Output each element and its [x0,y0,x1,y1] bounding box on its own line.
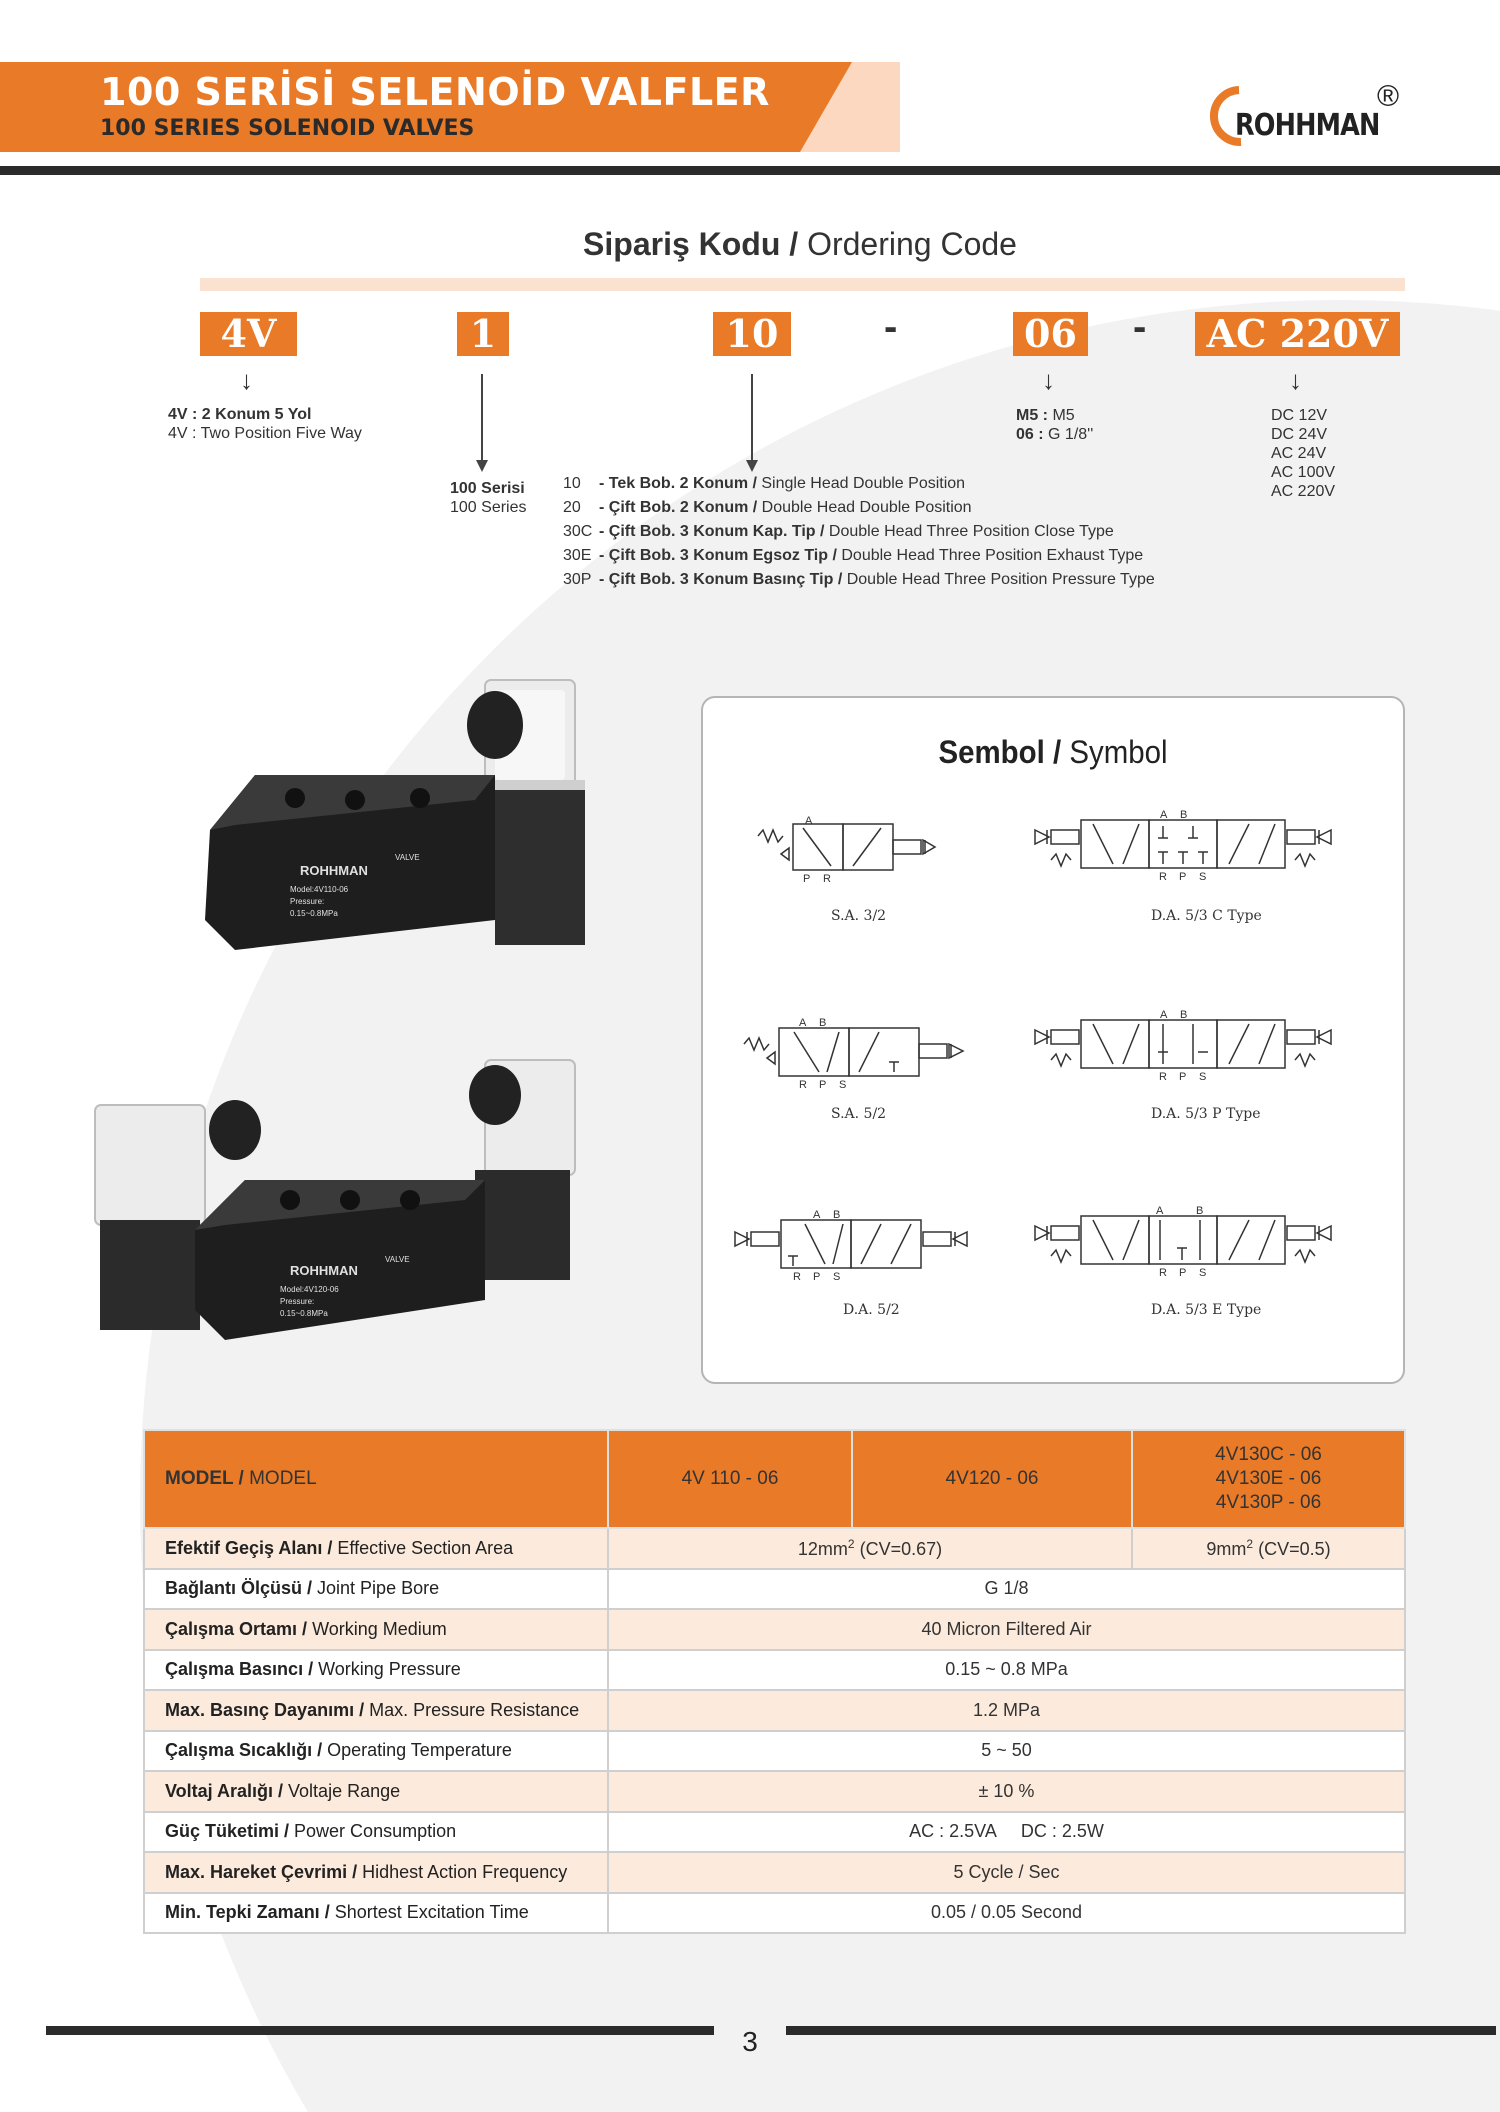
svg-text:P: P [819,1079,827,1091]
valve-double-image [85,1050,645,1380]
table-row: Min. Tepki Zamanı / Shortest Excitation Time 0.05 / 0.05 Second [144,1893,1405,1934]
symbol-panel [701,696,1405,1384]
product-label-pressure: Pressure: [280,1297,315,1306]
product-label-pressure: Pressure: [290,897,325,906]
svg-text:R: R [823,873,831,885]
table-row: Çalışma Sıcaklığı / Operating Temperature 5 ~ 50 [144,1731,1405,1772]
valve-single-image [195,670,635,970]
arrow-down-icon: ↓ [1289,365,1302,395]
type-description: 4V : 2 Konum 5 Yol 4V : Two Position Five Way [168,406,362,442]
code-part-type: 4V [200,312,297,356]
table-row: Efektif Geçiş Alanı / Effective Section Area $12mm^2$ (CV=0.67) $9mm^2$ (CV=0.5) [144,1528,1405,1569]
svg-text:P: P [1179,1071,1187,1083]
svg-text:A: A [1160,810,1168,821]
svg-text:S: S [1199,871,1207,883]
table-header-model: 4V120 - 06 [852,1430,1132,1528]
symbol-title: Sembol / Symbol [938,734,1168,770]
svg-text:B: B [1180,1010,1188,1021]
svg-text:B: B [1196,1206,1204,1217]
function-list [563,472,1155,592]
svg-text:B: B [1180,810,1188,821]
svg-text:S: S [1199,1071,1207,1083]
list-item: 30E - Çift Bob. 3 Konum Egsoz Tip / Double Head Three Position Exhaust Type [563,547,1144,564]
ordering-band [200,278,1405,291]
symbol-sa-3-2 [753,816,953,886]
table-row: Çalışma Basıncı / Working Pressure 0.15 ~ 0.8 MPa [144,1650,1405,1691]
symbol-caption: D.A. 5/2 [843,1302,900,1318]
svg-text:P: P [813,1271,821,1283]
symbol-da-5-2 [733,1208,993,1288]
svg-text:S: S [1199,1267,1207,1279]
symbol-caption: D.A. 5/3 C Type [1151,908,1262,924]
list-item: 10 - Tek Bob. 2 Konum / Single Head Double Position [563,475,966,492]
svg-text:B: B [833,1209,841,1221]
series-description: 100 Serisi 100 Series [450,480,527,516]
arrow-down-icon: ↓ [1042,365,1055,395]
symbol-caption: D.A. 5/3 E Type [1151,1302,1262,1318]
page-title: 100 SERİSİ SELENOİD VALFLER [100,70,770,114]
footer-rule [46,2026,714,2035]
svg-text:P: P [803,873,811,885]
arrow-down-icon: ↓ [240,365,253,395]
code-part-voltage: AC 220V [1195,312,1400,356]
svg-text:A: A [799,1017,807,1029]
table-row: Güç Tüketimi / Power Consumption AC : 2.5VA DC : 2.5W [144,1812,1405,1853]
product-label-brand: ROHHMAN [300,863,368,878]
table-header-model: 4V 110 - 06 [608,1430,852,1528]
product-label-model: Model:4V110-06 [290,885,349,894]
symbol-caption: D.A. 5/3 P Type [1151,1106,1261,1122]
svg-text:B: B [819,1017,827,1029]
table-row: Max. Hareket Çevrimi / Hidhest Action Frequency 5 Cycle / Sec [144,1852,1405,1893]
symbol-caption: S.A. 5/2 [831,1106,887,1122]
svg-text:R: R [1159,1071,1167,1083]
product-label-valve: VALVE [385,1255,410,1264]
svg-text:P: P [1179,1267,1187,1279]
list-item: 30C - Çift Bob. 3 Konum Kap. Tip / Double Head Three Position Close Type [563,523,1114,540]
svg-text:P: P [1179,871,1187,883]
function-connector [751,374,753,462]
code-dash: - [884,305,898,349]
voltage-list: DC 12V DC 24V AC 24V AC 100V AC 220V [1271,407,1336,500]
arrow-down-icon [746,460,758,472]
brand-logo [1195,76,1415,156]
table-row: Bağlantı Ölçüsü / Joint Pipe Bore G 1/8 [144,1569,1405,1610]
registered-mark: ® [1377,80,1400,113]
symbol-sa-5-2 [739,1014,979,1094]
svg-text:R: R [1159,871,1167,883]
table-header-label: MODEL / MODEL [144,1430,608,1528]
symbol-da-5-3-c [1033,810,1373,890]
symbol-da-5-3-e [1033,1206,1373,1286]
table-row: Max. Basınç Dayanımı / Max. Pressure Resistance 1.2 MPa [144,1690,1405,1731]
svg-text:R: R [793,1271,801,1283]
spec-table [143,1429,1406,1934]
product-label-brand: ROHHMAN [290,1263,358,1278]
svg-text:A: A [1160,1010,1168,1021]
svg-text:A: A [805,816,813,827]
svg-text:A: A [1156,1206,1164,1217]
ordering-code-title: Sipariş Kodu / Ordering Code [583,226,1017,262]
svg-text:S: S [839,1079,847,1091]
code-part-port: 06 [1013,312,1088,356]
header-rule [0,166,1500,175]
list-item: 30P - Çift Bob. 3 Konum Basınç Tip / Double Head Three Position Pressure Type [563,571,1155,588]
code-part-function: 10 [713,312,791,356]
series-connector [481,374,483,462]
product-label-model: Model:4V120-06 [280,1285,339,1294]
product-label-valve: VALVE [395,853,420,862]
footer-rule [786,2026,1496,2035]
table-header-model: 4V130C - 06 4V130E - 06 4V130P - 06 [1132,1430,1405,1528]
symbol-da-5-3-p [1033,1010,1373,1090]
symbol-caption: S.A. 3/2 [831,908,887,924]
product-label-range: 0.15~0.8MPa [290,909,338,918]
code-part-series: 1 [457,312,509,356]
table-row: Çalışma Ortamı / Working Medium 40 Micron Filtered Air [144,1609,1405,1650]
page-number: 3 [742,2026,758,2057]
page-subtitle: 100 SERIES SOLENOID VALVES [100,116,475,141]
svg-text:R: R [1159,1267,1167,1279]
table-row: Voltaj Aralığı / Voltaje Range ± 10 % [144,1771,1405,1812]
arrow-down-icon [476,460,488,472]
code-dash: - [1133,305,1147,349]
table-header-row [144,1430,1405,1528]
brand-name: ROHHMAN [1235,108,1380,143]
svg-text:A: A [813,1209,821,1221]
svg-text:S: S [833,1271,841,1283]
port-description: M5 : M5 06 : G 1/8'' [1016,407,1094,443]
list-item: 20 - Çift Bob. 2 Konum / Double Head Double Position [563,499,972,516]
product-label-range: 0.15~0.8MPa [280,1309,328,1318]
svg-text:R: R [799,1079,807,1091]
